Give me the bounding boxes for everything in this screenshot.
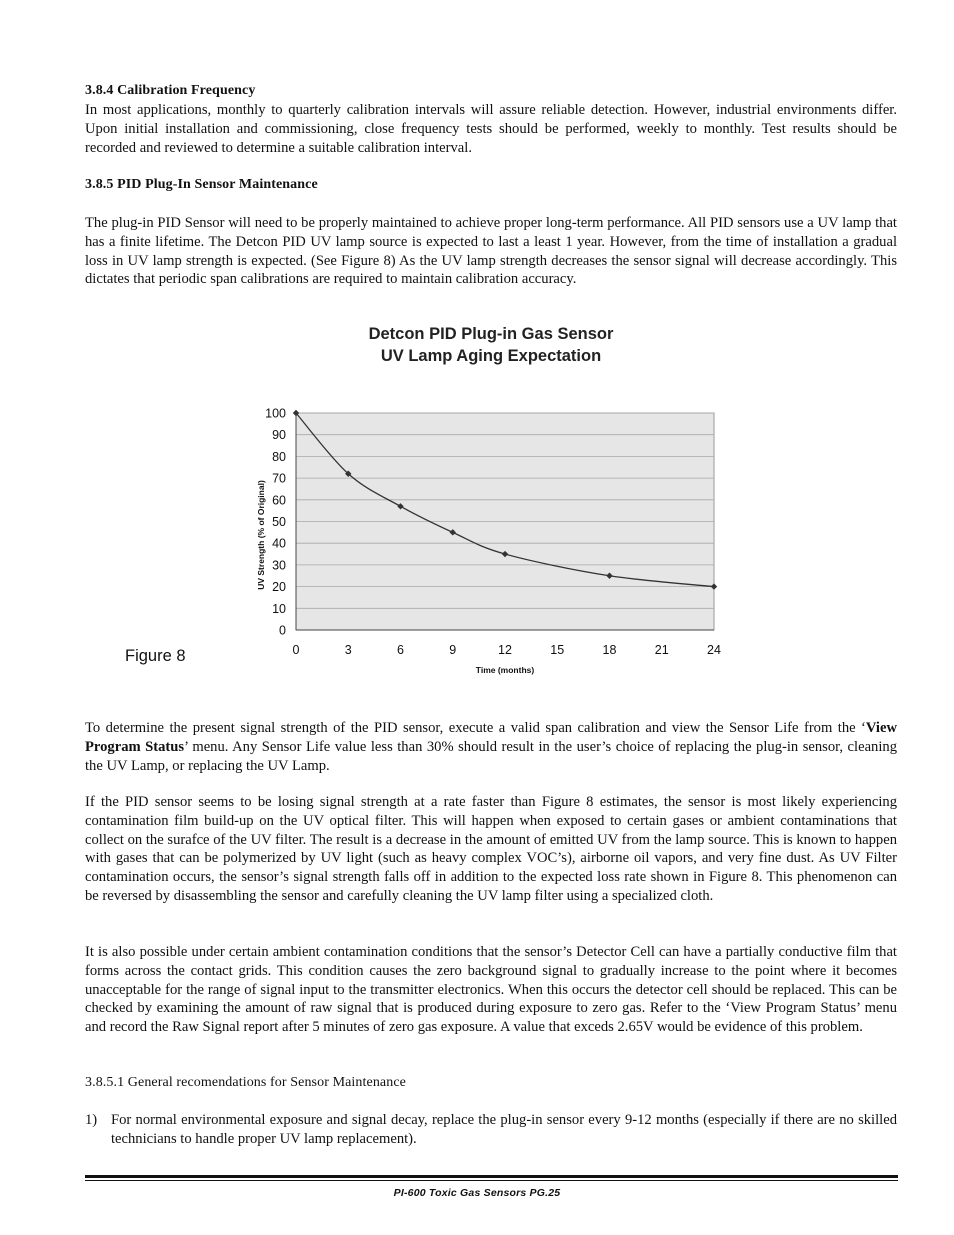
footer-rule-thin	[85, 1180, 898, 1181]
x-tick-label: 0	[292, 643, 300, 657]
y-tick-label: 10	[272, 601, 286, 616]
y-tick-label: 20	[272, 580, 286, 595]
section-heading-pid-maintenance: 3.8.5 PID Plug-In Sensor Maintenance	[85, 177, 318, 192]
view-program-status-menu-name: View Program Status	[85, 720, 897, 755]
calibration-frequency-paragraph: In most applications, monthly to quarterly calibration intervals will assure reliable detection. However, industrial environments differ. Upon initial installation and commissioning, close frequency tests should be performed, weekly to monthly. Test results should be recorded and reviewed to determine a suitable calibration interval.	[85, 102, 897, 156]
y-tick-label: 80	[272, 449, 286, 464]
y-tick-label: 30	[272, 558, 286, 573]
list-item	[85, 1111, 897, 1149]
section-heading-calibration-frequency: 3.8.4 Calibration Frequency	[85, 83, 256, 98]
chart-title-line1: Detcon PID Plug-in Gas Sensor	[368, 325, 614, 343]
footer-rule-thick	[85, 1175, 898, 1178]
detector-cell-paragraph: It is also possible under certain ambient contamination conditions that the sensor’s Detector Cell can have a partially conductive film that forms across the contact grids. This condition causes the zero background signal to gradually increase to the point where it becomes unacceptable for the range of signal input to the transmitter electronics. When this occurs the detector cell should be replaced. This can be checked by examining the amount of raw signal that is produced during exposure to zero gas. Refer to the ‘View Program Status’ menu and record the Raw Signal report after 5 minutes of zero gas exposure. A value that exceds 2.65V would be evidence of this problem.	[85, 944, 897, 1036]
x-tick-label: 21	[654, 643, 669, 657]
contamination-paragraph: If the PID sensor seems to be losing signal strength at a rate faster than Figure 8 estimates, the sensor is most likely experiencing contamination film build-up on the UV optical filter. This will happen when exposed to certain gases or ambient contaminations that collect on the surafce of the UV filter. The result is a decrease in the amount of emitted UV from the lamp source. This is known to happen with gases that can be polymerized by UV light (such as heavy complex VOC’s), airborne oil vapors, and very fine dust. As UV Filter contamination occurs, the sensor’s signal strength falls off in addition to the expected loss rate shown in Figure 8. This phenomenon can be reversed by disassembling the sensor and carefully cleaning the UV lamp filter using a specialized cloth.	[85, 794, 897, 904]
x-tick-label: 18	[602, 643, 617, 657]
x-tick-label: 3	[344, 643, 352, 657]
x-tick-label: 15	[550, 643, 565, 657]
y-tick-label: 100	[265, 406, 286, 421]
y-tick-label: 40	[272, 536, 286, 551]
figure-label: Figure 8	[125, 647, 186, 665]
chart-title-line2: UV Lamp Aging Expectation	[380, 347, 602, 365]
signal-strength-paragraph	[85, 719, 897, 775]
y-tick-label: 50	[272, 515, 286, 529]
y-tick-label: 60	[272, 493, 286, 508]
y-tick-label: 70	[272, 471, 286, 486]
y-tick-label: 0	[279, 623, 286, 638]
x-tick-label: 24	[707, 643, 721, 657]
x-tick-label: 6	[397, 643, 404, 657]
signal-strength-text-before: To determine the present signal strength of the PID sensor, execute a valid span calibration and view the Sensor Life from the ‘	[85, 720, 866, 736]
x-tick-label: 9	[449, 643, 457, 657]
y-axis-label: UV Strength (% of Original)	[256, 480, 266, 590]
page-footer: PI-600 Toxic Gas Sensors PG.25	[393, 1187, 561, 1199]
x-axis-label: Time (months)	[475, 665, 535, 675]
list-item-number: 1)	[85, 1112, 98, 1128]
list-item-text: For normal environmental exposure and signal decay, replace the plug-in sensor every 9-12 months (especially if there are no skilled technicians to handle proper UV lamp replacement).	[111, 1112, 897, 1147]
section-heading-recommendations: 3.8.5.1 General recomendations for Sensor Maintenance	[85, 1075, 406, 1090]
uv-lamp-aging-chart	[250, 400, 750, 685]
signal-strength-text-after: ’ menu. Any Sensor Life value less than 30% should result in the user’s choice of replacing the plug-in sensor, cleaning the UV Lamp, or replacing the UV Lamp.	[85, 738, 897, 774]
x-tick-label: 12	[498, 643, 512, 657]
pid-maintenance-paragraph: The plug-in PID Sensor will need to be properly maintained to achieve proper long-term performance. All PID sensors use a UV lamp that has a finite lifetime. The Detcon PID UV lamp source is expected to last a least 1 year. However, from the time of installation a gradual loss in UV lamp strength is expected. (See Figure 8) As the UV lamp strength decreases the sensor signal will decrease accordingly. This dictates that periodic span calibrations are required to maintain calibration accuracy.	[85, 215, 897, 288]
y-tick-label: 90	[272, 428, 286, 443]
